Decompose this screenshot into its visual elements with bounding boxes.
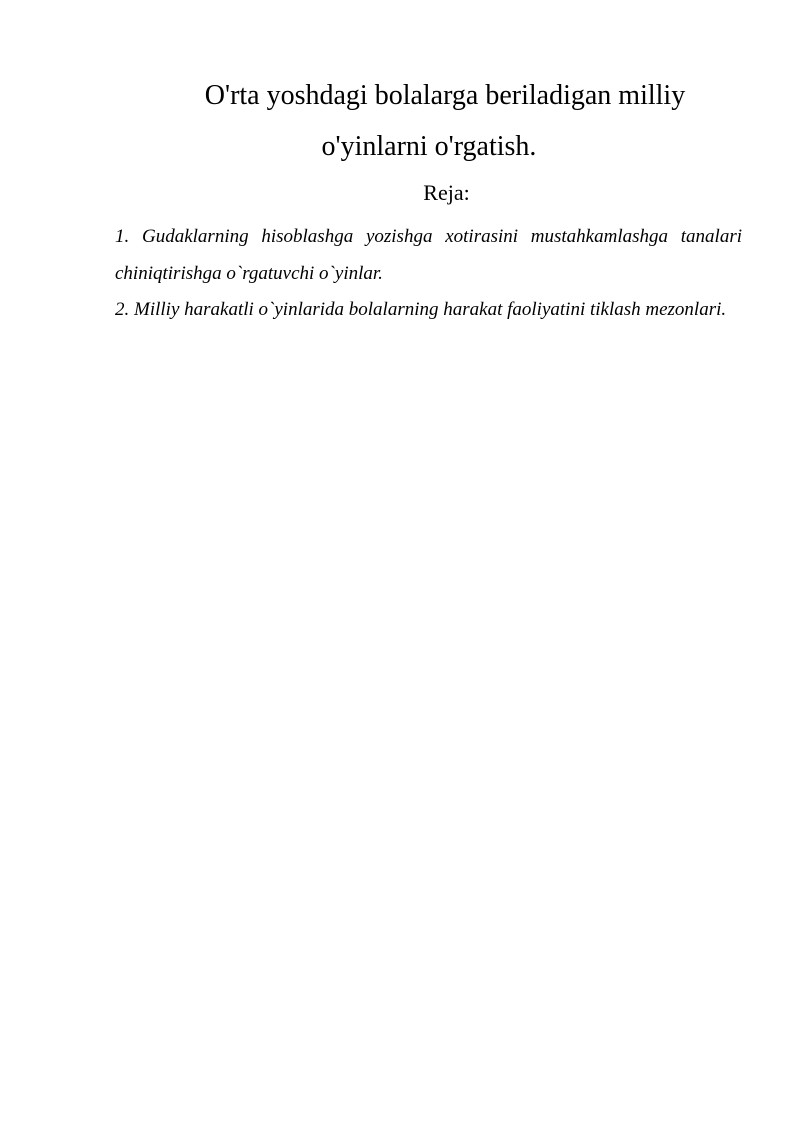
plan-item-2: 2. Milliy harakatli o`yinlarida bolalarning harakat faoliyatini tiklash mezonlari.	[115, 299, 727, 320]
document-title-line-1: O'rta yoshdagi bolalarga beriladigan milliy	[204, 80, 686, 111]
plan-item-1: 1. Gudaklarning hisoblashga yozishga xotirasini mustahkamlashga tanalari chiniqtirishga o`rgatuvchi o`yinlar.	[115, 226, 742, 284]
plan-heading: Reja:	[423, 180, 470, 205]
plan-list	[115, 219, 742, 329]
document-title-line-2: o'yinlarni o'rgatish.	[321, 131, 537, 162]
